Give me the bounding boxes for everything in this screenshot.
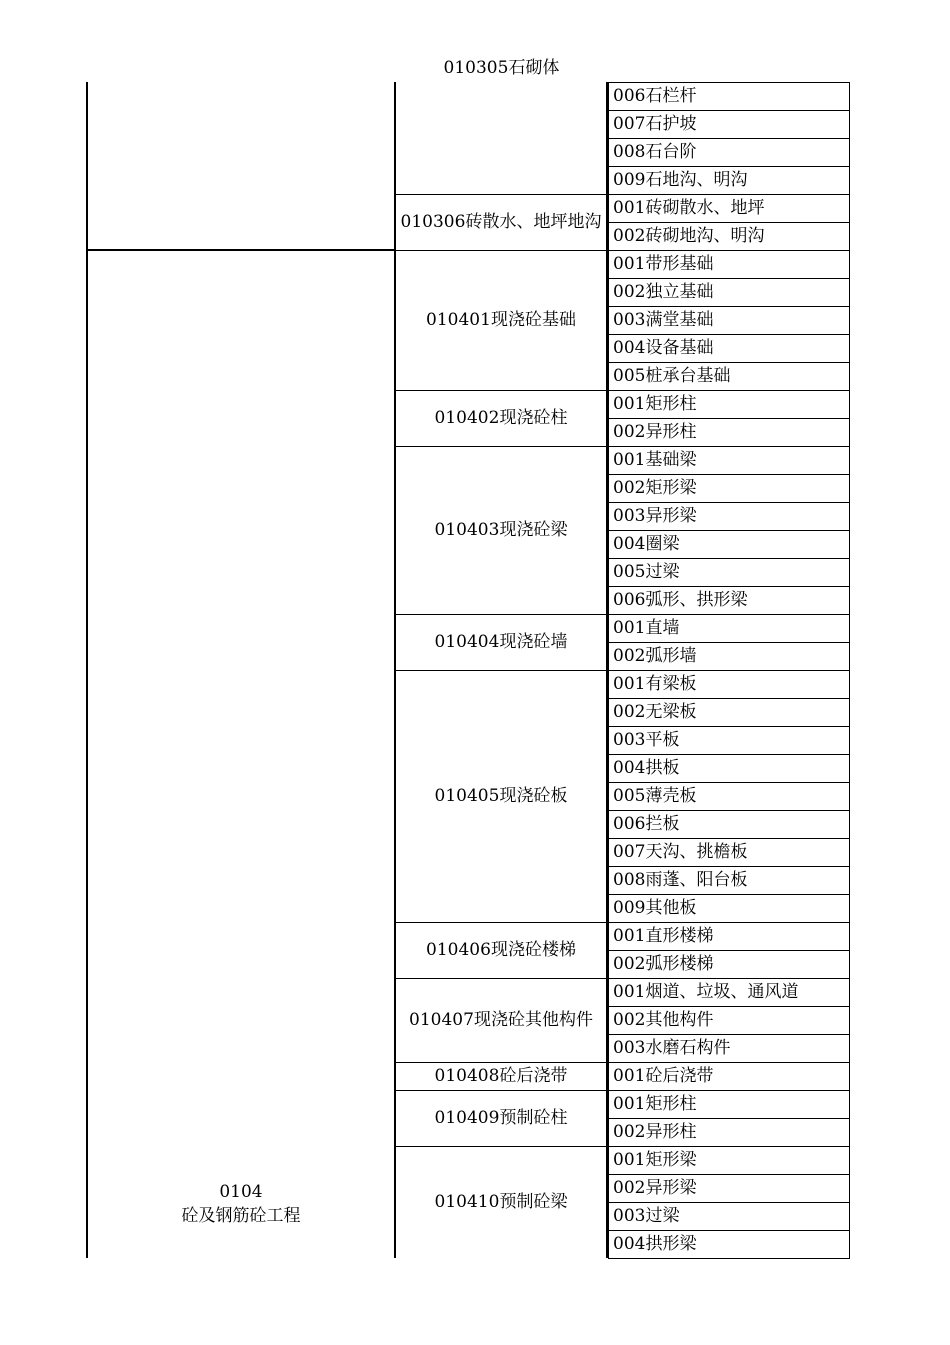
group-divider bbox=[394, 446, 608, 447]
list-item: 001烟道、垃圾、通风道 bbox=[608, 979, 850, 1007]
list-item: 004拱板 bbox=[608, 755, 850, 783]
list-item: 001砼后浇带 bbox=[608, 1063, 850, 1091]
left-border bbox=[86, 82, 88, 1258]
group-divider bbox=[394, 1146, 608, 1147]
list-item: 009其他板 bbox=[608, 895, 850, 923]
list-item: 001直形楼梯 bbox=[608, 923, 850, 951]
list-item: 002异形梁 bbox=[608, 1175, 850, 1203]
list-item: 009石地沟、明沟 bbox=[608, 167, 850, 195]
list-item: 006石栏杆 bbox=[608, 83, 850, 111]
group-label: 010401现浇砼基础 bbox=[426, 310, 576, 330]
category-code: 0104 bbox=[219, 1182, 263, 1202]
group-divider bbox=[394, 922, 608, 923]
list-item: 005薄壳板 bbox=[608, 783, 850, 811]
list-item: 002矩形梁 bbox=[608, 475, 850, 503]
group-divider bbox=[394, 1062, 608, 1063]
list-item: 004圈梁 bbox=[608, 531, 850, 559]
list-item: 006拦板 bbox=[608, 811, 850, 839]
list-item: 001带形基础 bbox=[608, 251, 850, 279]
group-divider bbox=[394, 1090, 608, 1091]
list-item: 003平板 bbox=[608, 727, 850, 755]
list-item: 001矩形柱 bbox=[608, 1091, 850, 1119]
group-label: 010409预制砼柱 bbox=[434, 1108, 568, 1128]
group-label: 010404现浇砼墙 bbox=[434, 632, 568, 652]
list-item: 002异形柱 bbox=[608, 1119, 850, 1147]
group-label: 010408砼后浇带 bbox=[434, 1066, 568, 1086]
group-divider bbox=[394, 614, 608, 615]
list-item: 003水磨石构件 bbox=[608, 1035, 850, 1063]
group-label: 010406现浇砼楼梯 bbox=[426, 940, 576, 960]
group-divider bbox=[394, 390, 608, 391]
group-label: 010403现浇砼梁 bbox=[434, 520, 568, 540]
list-item: 001砖砌散水、地坪 bbox=[608, 195, 850, 223]
list-item: 004拱形梁 bbox=[608, 1231, 850, 1259]
list-item: 003异形梁 bbox=[608, 503, 850, 531]
list-item: 002弧形楼梯 bbox=[608, 951, 850, 979]
list-item: 003满堂基础 bbox=[608, 307, 850, 335]
group-label: 010405现浇砼板 bbox=[434, 786, 568, 806]
group-label: 010407现浇砼其他构件 bbox=[409, 1010, 593, 1030]
group-divider bbox=[394, 194, 608, 195]
list-item: 002弧形墙 bbox=[608, 643, 850, 671]
group-divider bbox=[394, 978, 608, 979]
group-label: 010306砖散水、地坪地沟 bbox=[400, 212, 602, 232]
list-item: 005桩承台基础 bbox=[608, 363, 850, 391]
list-item: 005过梁 bbox=[608, 559, 850, 587]
list-item: 003过梁 bbox=[608, 1203, 850, 1231]
list-item: 006弧形、拱形梁 bbox=[608, 587, 850, 615]
group-divider bbox=[394, 670, 608, 671]
group-label: 010410预制砼梁 bbox=[434, 1192, 568, 1212]
group-label: 010402现浇砼柱 bbox=[434, 408, 568, 428]
list-item: 002其他构件 bbox=[608, 1007, 850, 1035]
section-header: 010305石砌体 bbox=[443, 58, 560, 78]
list-item: 001直墙 bbox=[608, 615, 850, 643]
list-item: 002砖砌地沟、明沟 bbox=[608, 223, 850, 251]
list-item: 002独立基础 bbox=[608, 279, 850, 307]
list-item: 001有梁板 bbox=[608, 671, 850, 699]
list-item: 001基础梁 bbox=[608, 447, 850, 475]
list-item: 001矩形梁 bbox=[608, 1147, 850, 1175]
group-divider bbox=[394, 250, 608, 251]
list-item: 004设备基础 bbox=[608, 335, 850, 363]
category-name: 砼及钢筋砼工程 bbox=[181, 1206, 301, 1226]
section-divider bbox=[86, 249, 396, 251]
list-item: 007天沟、挑檐板 bbox=[608, 839, 850, 867]
list-item: 002无梁板 bbox=[608, 699, 850, 727]
list-item: 008石台阶 bbox=[608, 139, 850, 167]
list-item: 007石护坡 bbox=[608, 111, 850, 139]
list-item: 002异形柱 bbox=[608, 419, 850, 447]
list-item: 001矩形柱 bbox=[608, 391, 850, 419]
list-item: 008雨蓬、阳台板 bbox=[608, 867, 850, 895]
